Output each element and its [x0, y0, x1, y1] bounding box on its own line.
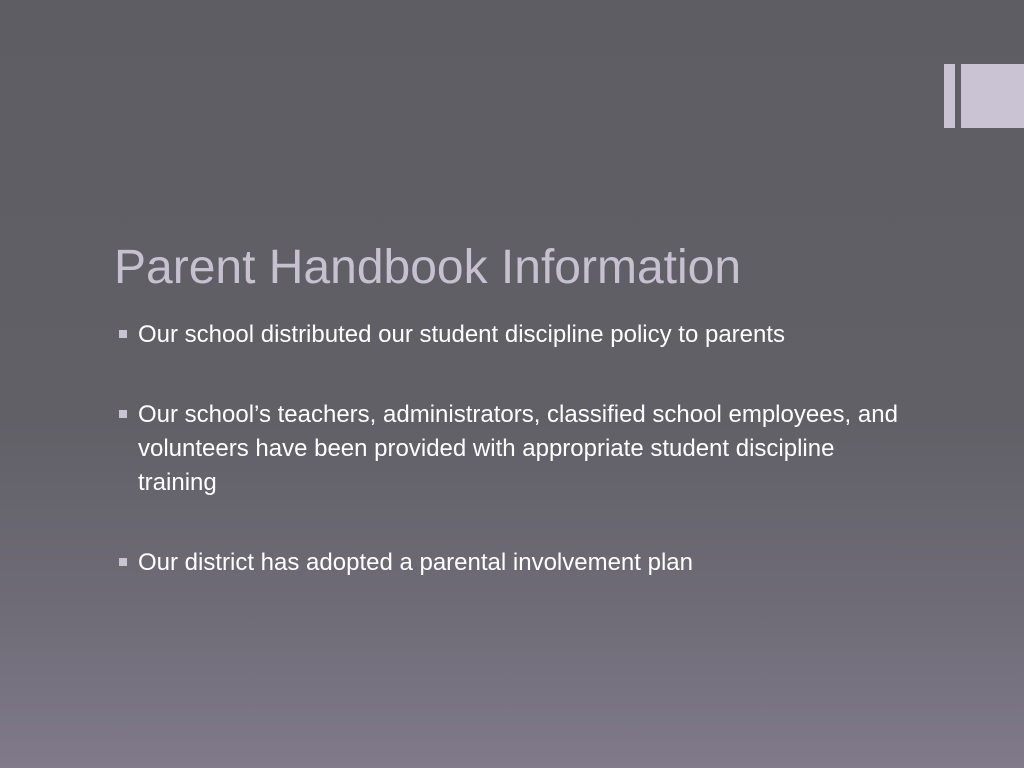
square-bullet-icon: [119, 330, 127, 338]
bullet-item: [116, 318, 916, 352]
square-bullet-icon: [119, 558, 127, 566]
bullet-text: Our district has adopted a parental involvement plan: [138, 549, 693, 576]
square-bullet-icon: [119, 410, 127, 418]
bullet-list: [116, 318, 916, 626]
bullet-item: [116, 398, 916, 500]
decorative-bar-thin: [944, 64, 955, 128]
bullet-text: Our school distributed our student discipline policy to parents: [138, 321, 786, 348]
decorative-bar-wide: [961, 64, 1024, 128]
bullet-text: Our school’s teachers, administrators, classified school employees, and volunteers have been provided with appropriate student discipline training: [138, 401, 898, 496]
bullet-item: [116, 546, 916, 580]
slide-title: Parent Handbook Information: [114, 241, 742, 294]
